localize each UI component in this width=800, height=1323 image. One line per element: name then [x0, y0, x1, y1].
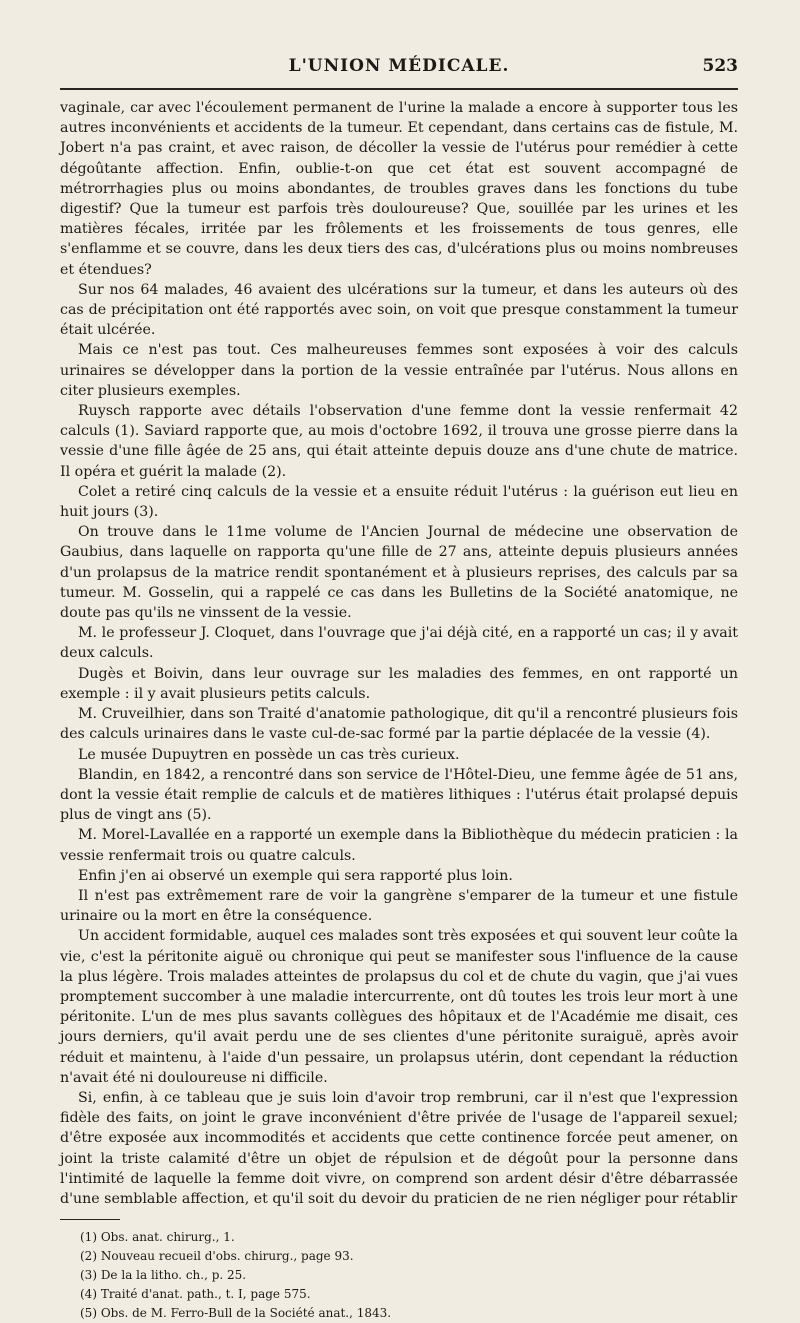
- paragraph: M. le professeur J. Cloquet, dans l'ouvrage que j'ai déjà cité, en a rapporté un cas; il y avait deux calculs.: [60, 625, 738, 662]
- paragraph: Sur nos 64 malades, 46 avaient des ulcérations sur la tumeur, et dans les auteurs où des cas de précipitation ont été rapportés avec soin, on voit que presque constamment la tumeur était ulcérée.: [60, 281, 738, 339]
- footnote: (5) Obs. de M. Ferro-Bull de la Société anat., 1843.: [80, 1306, 392, 1321]
- paragraph: M. Cruveilhier, dans son Traité d'anatomie pathologique, dit qu'il a rencontré plusieurs fois des calculs urinaires dans le vaste cul-de-sac formé par la partie déplacée de la vessie (4).: [60, 706, 738, 743]
- paragraph: Un accident formidable, auquel ces malades sont très exposées et qui souvent leur coûte la vie, c'est la péritonite aiguë ou chronique qui peut se manifester sous l'influence de la cause la plus légère. Trois malades atteintes de prolapsus du col et de chute du vagin, que j'ai vues promptement succomber à une maladie intercurrente, ont dû toutes les trois leur mort à une péritonite. L'un de mes plus savants collègues des hôpitaux et de l'Académie me disait, ces jours derniers, qu'il avait perdu une de ses clientes d'une péritonite suraiguë, après avoir réduit et maintenu, à l'aide d'un pessaire, un prolapsus utérin, dont cependant la réduction n'avait été ni douloureuse ni difficile.: [60, 928, 738, 1086]
- paragraph: Enfin j'en ai observé un exemple qui sera rapporté plus loin.: [78, 867, 513, 884]
- running-title: L'UNION MÉDICALE.: [288, 56, 510, 76]
- paragraph: Blandin, en 1842, a rencontré dans son service de l'Hôtel-Dieu, une femme âgée de 51 ans, dont la vessie était remplie de calculs et de matières lithiques : l'utérus était prolapsé depuis plus de vingt ans (5).: [60, 766, 738, 824]
- footnote: (3) De la la litho. ch., p. 25.: [80, 1268, 247, 1283]
- page-number: 523: [702, 56, 738, 76]
- paragraph: vaginale, car avec l'écoulement permanent de l'urine la malade a encore à supporter tous les autres inconvénients et accidents de la tumeur. Et cependant, dans certains cas de fistule, M. Jobert n'a pas craint, et avec raison, de décoller la vessie de l'utérus pour remédier à cette dégoûtante affection. Enfin, oublie-t-on que cet état est souvent accompagné de métrorrhagies plus ou moins abondantes, de troubles graves dans les fonctions du tube digestif? Que la tumeur est parfois très douloureuse? Que, souillée par les urines et les matières fécales, irritée par les frôlements et les froissements de tous genres, elle s'enflamme et se couvre, dans les deux tiers des cas, d'ulcérations plus ou moins nombreuses et étendues?: [60, 100, 738, 278]
- paragraph: Il n'est pas extrêmement rare de voir la gangrène s'emparer de la tumeur et une fistule urinaire ou la mort en être la conséquence.: [60, 887, 738, 925]
- paragraph: Le musée Dupuytren en possède un cas très curieux.: [78, 746, 460, 763]
- page-header: [60, 50, 738, 80]
- footnote: (1) Obs. anat. chirurg., 1.: [80, 1230, 235, 1245]
- body-text: [60, 98, 738, 1209]
- page: [60, 50, 738, 1323]
- paragraph: Ruysch rapporte avec détails l'observation d'une femme dont la vessie renfermait 42 calculs (1). Saviard rapporte que, au mois d'octobre 1692, il trouva une grosse pierre dans la vessie d'une fille âgée de 25 ans, qui était atteinte depuis douze ans d'une chute de matrice. Il opéra et guérit la malade (2).: [60, 403, 738, 480]
- footnote-rule: [60, 1219, 120, 1220]
- header-rule: [60, 88, 738, 90]
- paragraph: On trouve dans le 11me volume de l'Ancien Journal de médecine une observation de Gaubius, dans laquelle on rapporta qu'une fille de 27 ans, atteinte depuis plusieurs années d'un prolapsus de la matrice rendit spontanément et à plusieurs reprises, des calculs par sa tumeur. M. Gosselin, qui a rappelé ce cas dans les Bulletins de la Société anatomique, ne doute pas qu'ils ne vinssent de la vessie.: [60, 524, 738, 622]
- paragraph: Mais ce n'est pas tout. Ces malheureuses femmes sont exposées à voir des calculs urinaires se développer dans la portion de la vessie entraînée par l'utérus. Nous allons en citer plusieurs exemples.: [60, 342, 738, 399]
- footnote: (2) Nouveau recueil d'obs. chirurg., page 93.: [80, 1249, 354, 1264]
- paragraph: M. Morel-Lavallée en a rapporté un exemple dans la Bibliothèque du médecin praticien : la vessie renfermait trois ou quatre calculs.: [60, 827, 738, 864]
- paragraph: Si, enfin, à ce tableau que je suis loin d'avoir trop rembruni, car il n'est que l'expression fidèle des faits, on joint le grave inconvénient d'être privée de l'usage de l'appareil sexuel; d'être exposée aux incommodités et accidents que cette continence forcée peut amener, on joint la triste calamité d'être un objet de répulsion et de dégoût pour la personne dans l'intimité de laquelle la femme doit vivre, on comprend son ardent désir d'être débarrassée d'une semblable affection, et qu'il soit du devoir du praticien de ne rien négliger pour rétablir: [60, 1089, 738, 1207]
- paragraph: Colet a retiré cinq calculs de la vessie et a ensuite réduit l'utérus : la guérison eut lieu en huit jours (3).: [60, 483, 738, 521]
- footnote: (4) Traité d'anat. path., t. I, page 575.: [80, 1287, 311, 1302]
- paragraph: Dugès et Boivin, dans leur ouvrage sur les maladies des femmes, en ont rapporté un exemple : il y avait plusieurs petits calculs.: [60, 665, 738, 702]
